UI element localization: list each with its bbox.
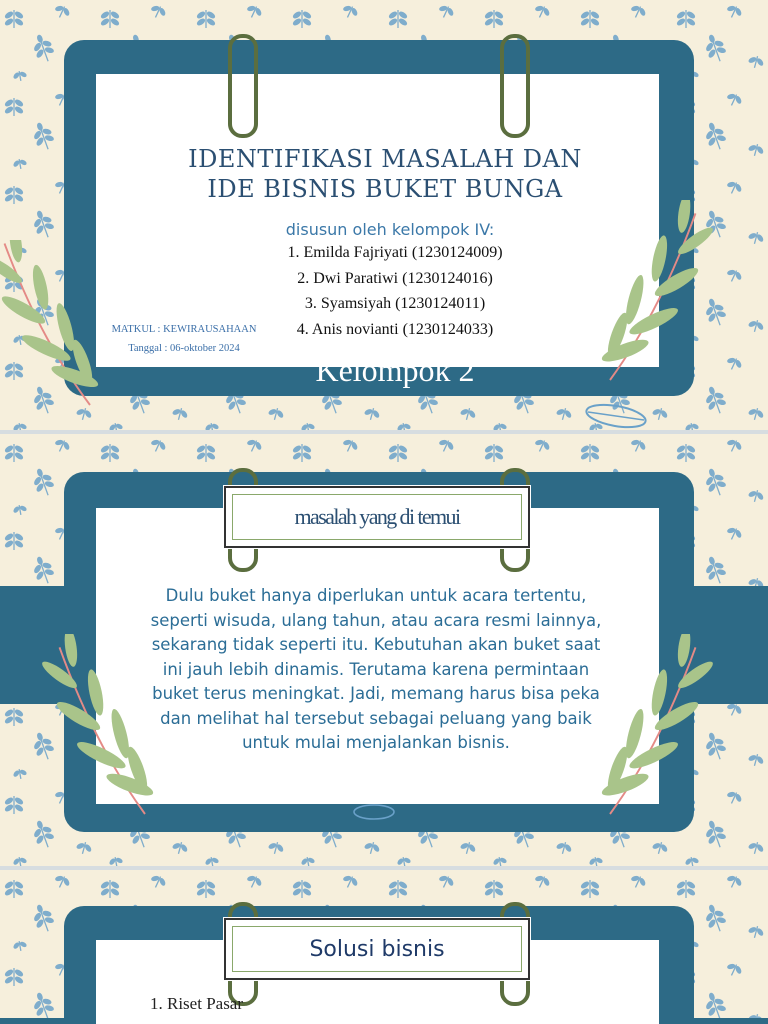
date-label: Tanggal : 06-oktober 2024 [128,343,240,354]
list-item: 3. Syamsiyah (1230124011) [304,295,486,312]
binder-ring-icon [500,34,530,138]
course-name: MATKUL : KEWIRAUSAHAAN [111,324,257,335]
member-list [260,244,530,346]
slide-problem[interactable] [0,434,768,866]
leaf-branch-icon [0,240,110,410]
leaf-branch-icon [600,200,730,390]
presentation-title: IDENTIFIKASI MASALAH DAN IDE BISNIS BUKET BUNGA [188,145,582,203]
leaf-branch-icon [600,634,730,824]
title-label-card [224,918,530,980]
leaf-outline-icon [350,800,400,824]
section-title: masalah yang di temui [294,504,460,529]
title-label-card [224,486,530,548]
list-item: 2. Dwi Paratiwi (1230124016) [297,269,493,287]
section-title: Solusi bisnis [309,936,445,962]
leaf-branch-icon [30,634,160,824]
list-item: 1. Emilda Fajriyati (1230124009) [287,244,503,261]
list-item: 1. Riset Pasar [150,994,244,1013]
byline: disusun oleh kelompok IV: [285,220,495,239]
course-info [100,320,268,358]
group-label: Kelompok 2 [315,352,475,388]
leaf-outline-icon [582,400,652,430]
binder-ring-icon [228,34,258,138]
section-body: Dulu buket hanya diperlukan untuk acara tertentu, seperti wisuda, ulang tahun, atau acara resmi lainnya, sekarang tidak seperti itu. Kebutuhan akan buket saat ini jauh lebih dinamis. Terutama karena permintaan buket terus meningkat. Jadi, memang harus bisa peka dan melihat hal tersebut sebagai peluang yang baik untuk mulai menjalankan bisnis. [150,586,602,752]
list-item: 4. Anis novianti (1230124033) [296,320,494,338]
slide-solution[interactable] [0,870,768,1024]
slide-title[interactable] [0,0,768,430]
